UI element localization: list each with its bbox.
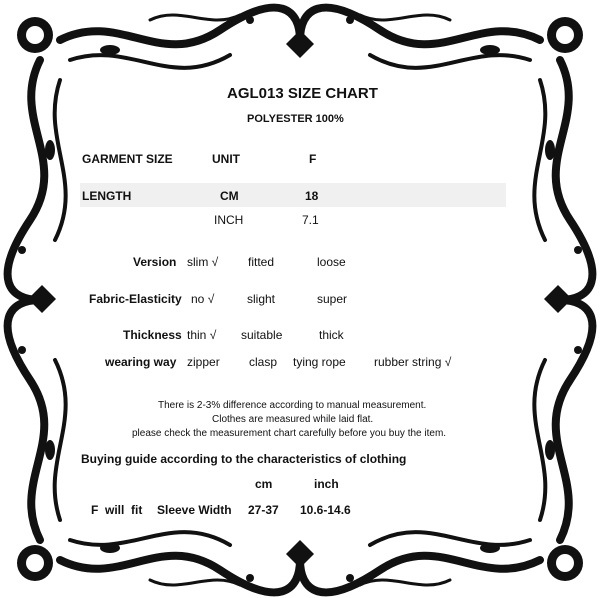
guide-row-cm: 27-37 — [248, 503, 279, 517]
row-length-value-cm: 18 — [305, 189, 319, 203]
guide-row-size: F will fit — [91, 503, 143, 517]
attr-thickness-option-suitable: suitable — [241, 328, 283, 342]
attr-version-option-fitted: fitted — [248, 255, 275, 269]
attr-wearing-option-tying-rope: tying rope — [293, 355, 346, 369]
header-unit: UNIT — [212, 152, 240, 166]
row-length-label: LENGTH — [82, 189, 132, 203]
check-icon: √ — [207, 292, 215, 306]
attr-wearing-option-clasp: clasp — [249, 355, 278, 369]
attr-version-option-loose: loose — [317, 255, 346, 269]
note-laid-flat: Clothes are measured while laid flat. — [212, 414, 374, 425]
guide-row-measure: Sleeve Width — [157, 503, 232, 517]
attr-wearing-way-label: wearing way — [105, 355, 177, 369]
check-icon: √ — [209, 328, 217, 342]
row-length-value-inch: 7.1 — [302, 213, 319, 227]
row-length-unit-cm: CM — [220, 189, 239, 203]
attr-wearing-option-rubber-string: rubber string √ — [374, 355, 452, 369]
attr-thickness-label: Thickness — [123, 328, 182, 342]
attr-version-option-slim: slim √ — [187, 255, 219, 269]
attr-thickness-option-thick: thick — [319, 328, 344, 342]
guide-col-cm: cm — [255, 477, 273, 491]
attr-elasticity-option-slight: slight — [247, 292, 276, 306]
note-check-chart: please check the measurement chart carefully before you buy the item. — [132, 428, 447, 439]
row-length-unit-inch: INCH — [214, 213, 244, 227]
page-title: AGL013 SIZE CHART — [227, 85, 378, 102]
guide-row-inch: 10.6-14.6 — [300, 503, 351, 517]
check-icon: √ — [444, 355, 452, 369]
attr-elasticity-option-no: no √ — [191, 292, 215, 306]
attr-wearing-option-zipper: zipper — [187, 355, 220, 369]
check-icon: √ — [211, 255, 219, 269]
attr-elasticity-option-super: super — [317, 292, 348, 306]
material-label: POLYESTER 100% — [247, 113, 344, 125]
guide-col-inch: inch — [314, 477, 339, 491]
guide-heading: Buying guide according to the characteristics of clothing — [81, 452, 407, 466]
attr-elasticity-label: Fabric-Elasticity — [89, 292, 182, 306]
note-difference: There is 2-3% difference according to manual measurement. — [158, 400, 427, 411]
header-garment-size: GARMENT SIZE — [82, 152, 173, 166]
length-row-highlight — [80, 183, 506, 207]
attr-thickness-option-thin: thin √ — [187, 328, 217, 342]
header-size-f: F — [309, 152, 317, 166]
attr-version-label: Version — [133, 255, 177, 269]
